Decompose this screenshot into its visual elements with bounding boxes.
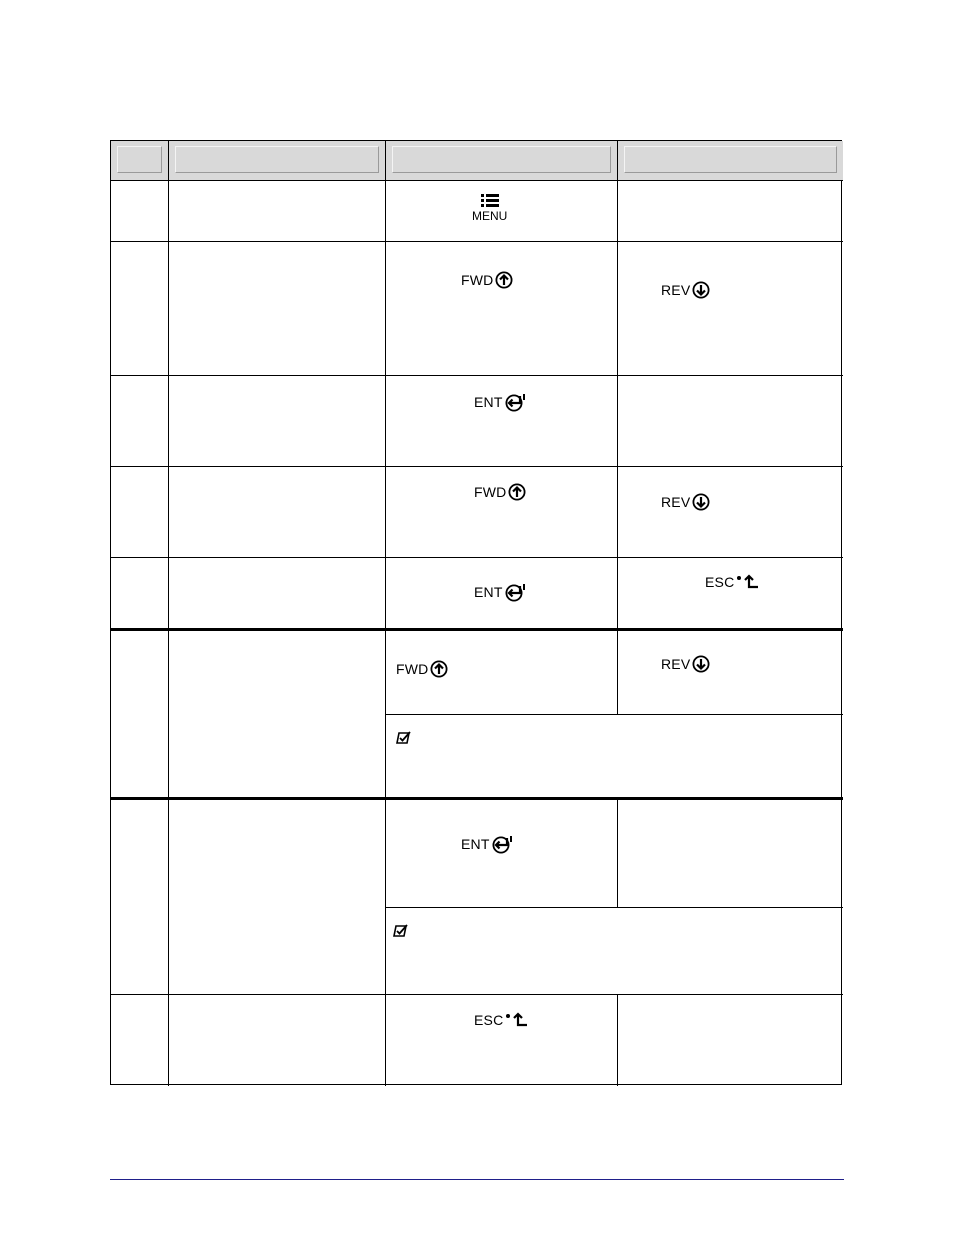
action-cell (169, 558, 386, 629)
step-cell (111, 242, 169, 376)
procedure-table (110, 140, 842, 1085)
key-cell (386, 629, 618, 715)
step-cell (111, 181, 169, 242)
ent-key-label: ENT (474, 394, 503, 410)
alt-cell (618, 242, 843, 376)
ent-key-label: ENT (461, 836, 490, 852)
header-key (386, 141, 618, 181)
arrow-down-circle-icon (692, 493, 710, 511)
arrow-up-circle-icon (508, 483, 526, 501)
arrow-up-circle-icon (430, 660, 448, 678)
fwd-key (474, 483, 526, 501)
header-step (111, 141, 169, 181)
key-cell (386, 242, 618, 376)
list-icon (480, 193, 500, 208)
esc-key (705, 573, 760, 591)
fwd-key (396, 660, 448, 678)
key-cell (386, 376, 618, 467)
escape-return-icon (505, 1011, 529, 1029)
ent-key-label: ENT (474, 584, 503, 600)
menu-key-label: MENU (472, 209, 508, 223)
header-alternate (618, 141, 843, 181)
esc-key-label: ESC (705, 574, 735, 590)
step-cell (111, 467, 169, 558)
note-cell (386, 715, 843, 798)
fwd-key-label: FWD (396, 661, 429, 677)
checked-box-note-icon (396, 731, 412, 745)
step-cell (111, 558, 169, 629)
esc-key (474, 1011, 529, 1029)
menu-key (472, 193, 507, 223)
alt-cell (618, 467, 843, 558)
action-cell (169, 242, 386, 376)
arrow-up-circle-icon (495, 271, 513, 289)
key-cell (386, 798, 618, 908)
escape-return-icon (736, 573, 760, 591)
alt-cell (618, 181, 843, 242)
ent-key (474, 392, 529, 412)
key-cell (386, 181, 618, 242)
rev-key-label: REV (661, 494, 691, 510)
rev-key (661, 281, 710, 299)
enter-arrow-circle-icon (505, 392, 529, 412)
step-cell (111, 995, 169, 1086)
alt-cell (618, 558, 843, 629)
rev-key-label: REV (661, 656, 691, 672)
alt-cell (618, 376, 843, 467)
action-cell (169, 181, 386, 242)
action-cell (169, 467, 386, 558)
ent-key (474, 582, 529, 602)
arrow-down-circle-icon (692, 281, 710, 299)
action-cell (169, 629, 386, 798)
header-action (169, 141, 386, 181)
footer-rule (110, 1179, 844, 1180)
key-cell (386, 995, 618, 1086)
step-cell (111, 629, 169, 798)
key-cell (386, 467, 618, 558)
alt-cell (618, 798, 843, 908)
enter-arrow-circle-icon (505, 582, 529, 602)
rev-key (661, 493, 710, 511)
esc-key-label: ESC (474, 1012, 504, 1028)
arrow-down-circle-icon (692, 655, 710, 673)
note-cell (386, 908, 843, 995)
step-cell (111, 376, 169, 467)
fwd-key-label: FWD (474, 484, 507, 500)
key-cell (386, 558, 618, 629)
fwd-key-label: FWD (461, 272, 494, 288)
action-cell (169, 376, 386, 467)
rev-key-label: REV (661, 282, 691, 298)
action-cell (169, 995, 386, 1086)
checked-box-note-icon (393, 924, 409, 938)
action-cell (169, 798, 386, 995)
rev-key (661, 655, 710, 673)
fwd-key (461, 271, 513, 289)
enter-arrow-circle-icon (492, 834, 516, 854)
alt-cell (618, 629, 843, 715)
ent-key (461, 834, 516, 854)
alt-cell (618, 995, 843, 1086)
step-cell (111, 798, 169, 995)
